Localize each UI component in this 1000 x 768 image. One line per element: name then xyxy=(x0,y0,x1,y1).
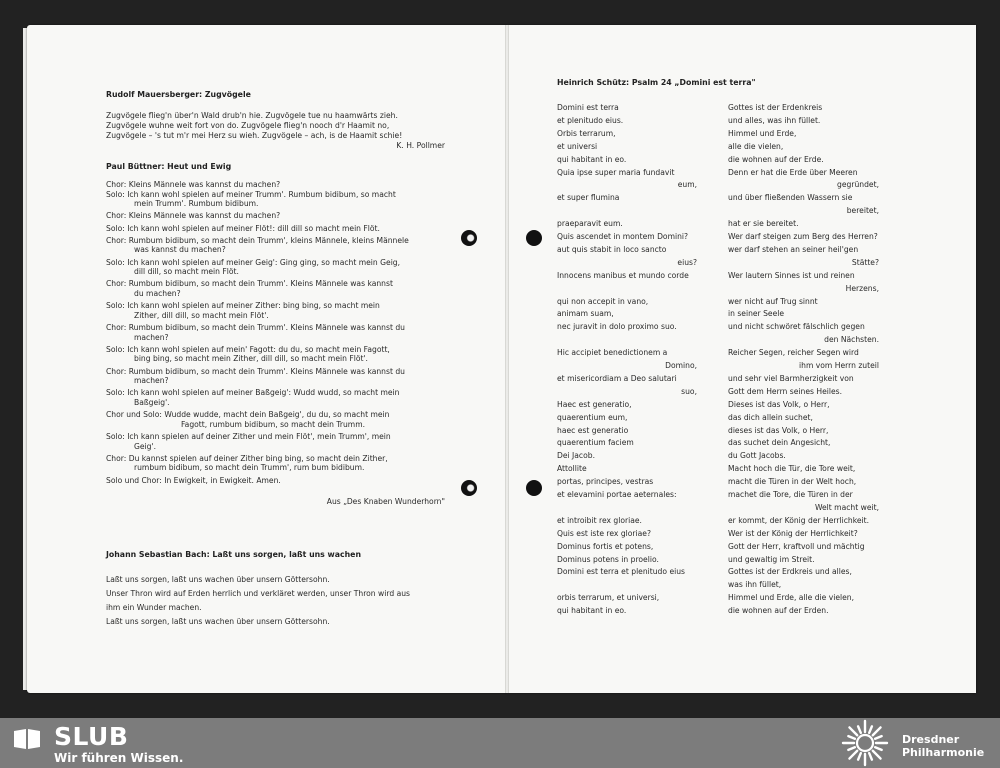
sun-ray xyxy=(849,727,857,735)
german-line: und gewaltig im Streit. xyxy=(728,554,815,564)
german-line: und nicht schwöret fälschlich gegen xyxy=(728,322,865,332)
latin-line: Orbis terrarum, xyxy=(557,128,616,138)
attribution: Aus „Des Knaben Wunderhorn" xyxy=(326,497,445,506)
lyric-line: Chor: Rumbum bidibum, so macht dein Trumm'. Kleins Männele was kannst du xyxy=(106,366,405,376)
latin-line: Attollite xyxy=(557,464,587,474)
section-title: Rudolf Mauersberger: Zugvögele xyxy=(106,90,251,99)
lyric-line: machen? xyxy=(134,332,169,342)
lyric-line: Solo: Ich kann spielen auf deiner Zither und mein Flöt', mein Trumm', mein xyxy=(106,432,391,441)
text-line: Zugvögele flieg'n über'n Wald drub'n hie. Zugvögele tue nu haamwärts zieh. xyxy=(106,111,398,120)
section-title: Johann Sebastian Bach: Laßt uns sorgen, laßt uns wachen xyxy=(106,550,361,559)
german-line: und alles, was ihn füllet. xyxy=(728,115,821,125)
punch-hole xyxy=(526,480,542,496)
text-line: ihm ein Wunder machen. xyxy=(106,603,202,612)
german-line: das dich allein suchet, xyxy=(728,412,813,422)
latin-line: animam suam, xyxy=(557,309,614,319)
punch-hole xyxy=(526,230,542,246)
latin-line: orbis terrarum, et universi, xyxy=(557,593,660,603)
german-line: dieses ist das Volk, o Herr, xyxy=(728,425,829,435)
partner-name xyxy=(902,733,984,759)
latin-line: Dei Jacob. xyxy=(557,451,595,461)
lyric-line: Solo: Ich kann wohl spielen auf meiner Zither: bing bing, so macht mein xyxy=(106,301,380,311)
latin-line: Quia ipse super maria fundavit xyxy=(557,167,675,177)
german-line: Gott der Herr, kraftvoll und mächtig xyxy=(728,541,865,551)
german-line: Himmel und Erde, xyxy=(728,128,797,138)
lyric-line: Zither, dill dill, so macht mein Flöt'. xyxy=(134,310,269,320)
german-line: Welt macht weit, xyxy=(814,502,879,512)
latin-line: Dominus fortis et potens, xyxy=(557,541,654,551)
text-line: Unser Thron wird auf Erden herrlich und verkläret werden, unser Thron wird aus xyxy=(106,589,410,598)
partner-name-line1: Dresdner xyxy=(902,733,960,746)
german-line: und sehr viel Barmherzigkeit von xyxy=(728,373,854,383)
sun-ray xyxy=(875,747,881,750)
punch-hole xyxy=(461,230,477,246)
latin-line: praeparavit eum. xyxy=(557,219,623,229)
latin-line: suo, xyxy=(681,386,697,396)
sun-ray xyxy=(849,751,857,759)
lyric-line: du machen? xyxy=(134,289,181,298)
sun-ray xyxy=(858,753,861,759)
german-line: machet die Tore, die Türen in der xyxy=(728,490,853,499)
punch-hole xyxy=(461,480,477,496)
latin-line: et plenitudo eius. xyxy=(557,115,624,125)
german-line: Wer ist der König der Herrlichkeit? xyxy=(728,528,858,538)
lyric-line: machen? xyxy=(134,376,169,386)
latin-line: Domini est terra xyxy=(557,103,619,112)
latin-line: haec est generatio xyxy=(557,425,629,435)
lyric-line: Chor: Rumbum bidibum, so macht dein Trumm'. Kleins Männele was kannst xyxy=(106,279,393,289)
slub-book-icon xyxy=(12,727,42,751)
lyric-line: rumbum bidibum, so macht dein Trumm', rum bum bidibum. xyxy=(134,463,365,473)
sun-ray xyxy=(869,753,872,759)
latin-line: Quis ascendet in montem Domini? xyxy=(557,232,689,241)
lyric-line: dill dill, so macht mein Flöt. xyxy=(134,267,239,277)
latin-line: et super flumina xyxy=(557,193,620,203)
latin-line: Domino, xyxy=(665,361,697,370)
latin-line: et elevamini portae aeternales: xyxy=(557,490,677,499)
german-line: die wohnen auf der Erde. xyxy=(728,154,824,164)
lyric-line: was kannst du machen? xyxy=(134,245,226,255)
latin-line: qui non accepit in vano, xyxy=(557,296,649,306)
german-line: was ihn füllet, xyxy=(728,580,782,590)
book-spine xyxy=(505,25,509,693)
german-line: bereitet, xyxy=(846,206,879,216)
german-line: Dieses ist das Volk, o Herr, xyxy=(728,399,830,409)
sun-ray xyxy=(848,747,854,750)
german-line: Gott dem Herrn seines Heiles. xyxy=(728,386,843,396)
german-line: hat er sie bereitet. xyxy=(728,219,799,229)
latin-line: portas, principes, vestras xyxy=(557,477,654,487)
german-line: du Gott Jacobs. xyxy=(728,451,786,461)
partner-name-line2: Philharmonie xyxy=(902,746,985,759)
lyric-line: Chor: Rumbum bidibum, so macht dein Trumm'. Kleins Männele was kannst du xyxy=(106,323,405,332)
lyric-line: Chor: Du kannst spielen auf deiner Zither bing bing, so macht dein Zither, xyxy=(106,453,388,463)
latin-line: nec juravit in dolo proximo suo. xyxy=(557,322,677,332)
section-title: Paul Büttner: Heut und Ewig xyxy=(106,162,232,171)
german-line: ihm vom Herrn zuteil xyxy=(799,361,879,370)
lyric-line: Solo: Ich kann wohl spielen auf mein' Fagott: du du, so macht mein Fagott, xyxy=(106,344,390,354)
philharmonie-sun-icon xyxy=(838,718,892,768)
latin-line: et introibit rex gloriae. xyxy=(557,515,642,525)
lyric-line: Solo: Ich kann wohl spielen auf meiner Baßgeig': Wudd wudd, so macht mein xyxy=(106,388,400,398)
lyric-line: Baßgeig'. xyxy=(134,398,170,407)
german-line: macht die Türen in der Welt hoch, xyxy=(728,477,857,487)
lyric-line: bing bing, so macht mein Zither, dill dill, so macht mein Flöt'. xyxy=(134,354,368,364)
german-line: er kommt, der König der Herrlichkeit. xyxy=(728,515,870,525)
lyric-line: Geig'. xyxy=(134,441,156,451)
sun-ray xyxy=(848,736,854,739)
german-line: die wohnen auf der Erden. xyxy=(728,606,829,616)
slub-tagline: Wir führen Wissen. xyxy=(54,751,184,765)
text-line: Laßt uns sorgen, laßt uns wachen über unsern Göttersohn. xyxy=(106,575,330,584)
german-line: Reicher Segen, reicher Segen wird xyxy=(728,348,859,358)
latin-line: quaerentium faciem xyxy=(557,438,634,448)
lyric-line: Chor: Kleins Männele was kannst du machen? xyxy=(106,180,281,189)
latin-line: Haec est generatio, xyxy=(557,399,632,409)
latin-line: qui habitant in eo. xyxy=(557,154,627,164)
sun-ray xyxy=(858,726,861,732)
german-line: den Nächsten. xyxy=(824,335,879,345)
slub-name: SLUB xyxy=(54,722,129,751)
latin-line: eum, xyxy=(677,180,697,190)
sun-ray xyxy=(873,727,881,735)
latin-line: Domini est terra et plenitudo eius xyxy=(557,567,685,577)
german-line: und über fließenden Wassern sie xyxy=(728,193,853,203)
german-line: Gottes ist der Erdenkreis xyxy=(728,103,823,112)
latin-line: eius? xyxy=(677,257,697,267)
german-line: Macht hoch die Tür, die Tore weit, xyxy=(728,464,856,474)
lyric-line: Chor: Rumbum bidibum, so macht dein Trumm', kleins Männele, kleins Männele xyxy=(106,235,409,245)
german-line: Stätte? xyxy=(851,257,879,267)
lyric-line: Fagott, rumbum bidibum, so macht dein Trumm. xyxy=(181,419,366,429)
german-line: Herzens, xyxy=(845,283,879,293)
german-line: in seiner Seele xyxy=(728,309,785,319)
german-line: das suchet dein Angesicht, xyxy=(728,438,831,448)
german-line: Denn er hat die Erde über Meeren xyxy=(728,167,858,177)
sun-ray xyxy=(873,751,881,759)
text-line: Zugvögele – 's tut m'r mei Herz su wieh. Zugvögele – ach, is de Haamit schie! xyxy=(106,131,403,140)
german-line: wer darf stehen an seiner heil'gen xyxy=(728,244,859,254)
text-line: Zugvögele wuhne weit fort von do. Zugvögele flieg'n nooch d'r Haamit no, xyxy=(106,121,390,130)
sun-ray xyxy=(869,726,872,732)
attribution: K. H. Pollmer xyxy=(396,141,445,150)
lyric-line: Chor und Solo: Wudde wudde, macht dein Baßgeig', du du, so macht mein xyxy=(106,410,390,420)
latin-line: Hic accipiet benedictionem a xyxy=(557,348,668,358)
sun-ray xyxy=(875,736,881,739)
german-line: Gottes ist der Erdkreis und alles, xyxy=(728,567,852,577)
text-line: Laßt uns sorgen, laßt uns wachen über unsern Göttersohn. xyxy=(106,617,330,626)
lyric-line: mein Trumm'. Rumbum bidibum. xyxy=(134,199,259,209)
latin-line: quaerentium eum, xyxy=(557,412,628,422)
latin-line: qui habitant in eo. xyxy=(557,606,627,616)
lyric-line: Solo: Ich kann wohl spielen auf meiner Flöt!: dill dill so macht mein Flöt. xyxy=(106,223,380,233)
german-line: Himmel und Erde, alle die vielen, xyxy=(728,593,855,603)
latin-line: Dominus potens in proelio. xyxy=(557,554,659,564)
latin-line: Quis est iste rex gloriae? xyxy=(557,528,651,538)
latin-line: et misericordiam a Deo salutari xyxy=(557,373,677,383)
latin-line: aut quis stabit in loco sancto xyxy=(557,244,667,254)
german-line: Wer darf steigen zum Berg des Herren? xyxy=(728,232,878,241)
psalm-title: Heinrich Schütz: Psalm 24 „Domini est terra" xyxy=(557,78,756,87)
german-line: wer nicht auf Trug sinnt xyxy=(728,296,818,306)
german-line: alle die vielen, xyxy=(728,141,784,151)
lyric-line: Solo: Ich kann wohl spielen auf meiner Geig': Ging ging, so macht mein Geig, xyxy=(106,257,401,267)
german-line: gegründet, xyxy=(837,180,879,190)
latin-line: Innocens manibus et mundo corde xyxy=(557,270,689,280)
lyric-line: Solo: Ich kann wohl spielen auf meiner Trumm'. Rumbum bidibum, so macht xyxy=(106,189,396,199)
german-line: Wer lautern Sinnes ist und reinen xyxy=(728,270,855,280)
lyric-line: Chor: Kleins Männele was kannst du machen? xyxy=(106,211,281,221)
lyric-line: Solo und Chor: In Ewigkeit, in Ewigkeit. Amen. xyxy=(106,475,281,485)
latin-line: et universi xyxy=(557,141,598,151)
